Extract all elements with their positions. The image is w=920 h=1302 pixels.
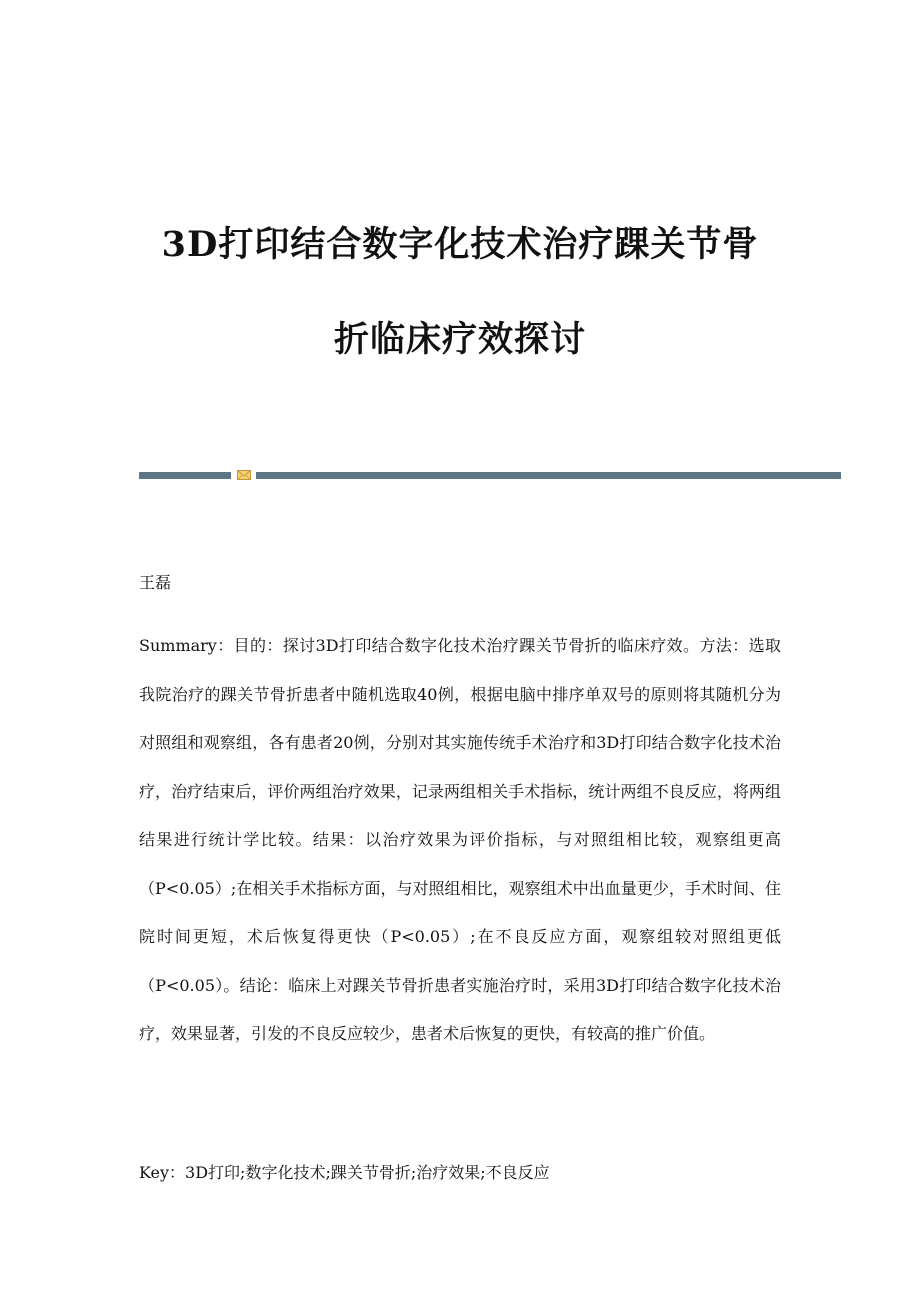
keywords-text: 3D打印;数字化技术;踝关节骨折;治疗效果;不良反应 <box>185 1163 550 1182</box>
keywords-line <box>139 1160 550 1183</box>
summary-text: 目的：探讨3D打印结合数字化技术治疗踝关节骨折的临床疗效。方法：选取我院治疗的踝关节骨折患者中随机选取40例，根据电脑中排序单双号的原则将其随机分为对照组和观察组，各有患者20例，分别对其实施传统手术治疗和3D打印结合数字化技术治疗，治疗结束后，评价两组治疗效果，记录两组相关手术指标，统计两组不良反应，将两组结果进行统计学比较。结果：以治疗效果为评价指标，与对照组相比较，观察组更高（P<0.05）;在相关手术指标方面，与对照组相比，观察组术中出血量更少，手术时间、住院时间更短，术后恢复得更快（P<0.05）;在不良反应方面，观察组较对照组更低（P<0.05）。结论：临床上对踝关节骨折患者实施治疗时，采用3D打印结合数字化技术治疗，效果显著，引发的不良反应较少，患者术后恢复的更快，有较高的推广价值。 <box>139 636 781 1043</box>
divider-bar-left <box>139 472 231 479</box>
keywords-label: Key： <box>139 1163 186 1182</box>
author-name: 王磊 <box>139 573 172 592</box>
document-title-line-1: 3D打印结合数字化技术治疗踝关节骨 <box>161 224 759 265</box>
document-title-line-2: 折临床疗效探讨 <box>333 319 586 360</box>
summary-paragraph <box>139 622 781 1059</box>
divider-bar-right <box>256 472 841 479</box>
summary-label: Summary： <box>139 636 234 655</box>
title-divider <box>139 469 841 481</box>
envelope-icon <box>237 469 251 481</box>
